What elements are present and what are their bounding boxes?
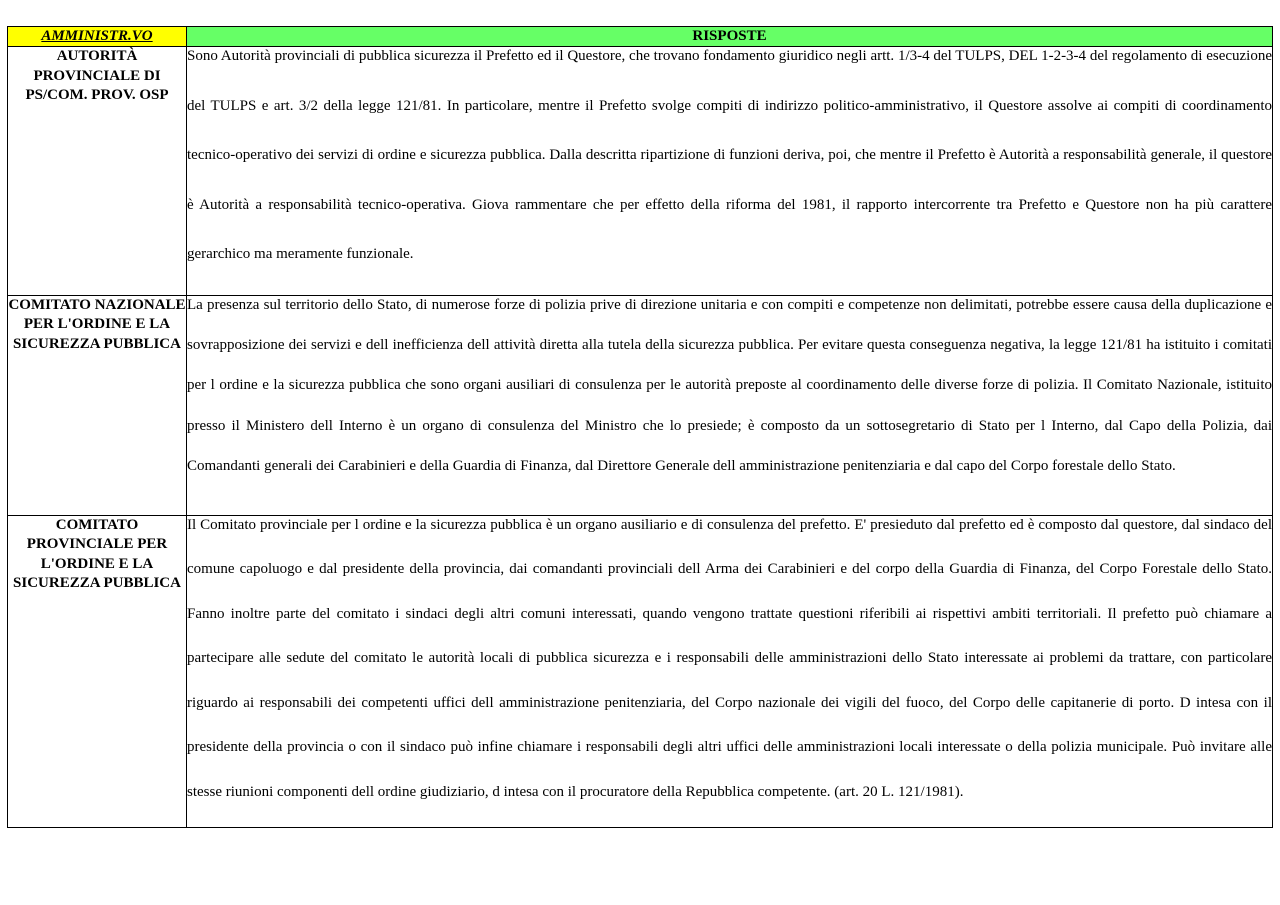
row-label: COMITATO PROVINCIALE PER L'ORDINE E LA SICUREZZA PUBBLICA — [8, 515, 187, 828]
row-answer: Sono Autorità provinciali di pubblica sicurezza il Prefetto ed il Questore, che trovano fondamento giuridico negli artt. 1/3-4 del TULPS, DEL 1-2-3-4 del regolamento di esecuzione del TULPS e art. 3/2 della legge 121/81. In particolare, mentre il Prefetto svolge compiti di indirizzo politico-amministrativo, il Questore assolve ai compiti di coordinamento tecnico-operativo dei servizi di ordine e sicurezza pubblica. Dalla descritta ripartizione di funzioni deriva, poi, che mentre il Prefetto è Autorità a responsabilità generale, il questore è Autorità a responsabilità tecnico-operativa. Giova rammentare che per effetto della riforma del 1981, il rapporto intercorrente tra Prefetto e Questore non ha più carattere gerarchico ma meramente funzionale. — [187, 48, 1272, 262]
table-row — [8, 47, 1273, 296]
row-answer: La presenza sul territorio dello Stato, di numerose forze di polizia prive di direzione unitaria e con compiti e competenze non delimitati, potrebbe essere causa della duplicazione e sovrapposizione dei servizi e dell inefficienza dell attività diretta alla tutela della sicurezza pubblica. Per evitare questa conseguenza negativa, la legge 121/81 ha istituito i comitati per l ordine e la sicurezza pubblica che sono organi ausiliari di consulenza per le autorità preposte al coordinamento delle diverse forze di polizia. Il Comitato Nazionale, istituito presso il Ministero dell Interno è un organo di consulenza del Ministro che lo presiede; è composto da un sottosegretario di Stato per l Interno, dal Capo della Polizia, dai Comandanti generali dei Carabinieri e della Guardia di Finanza, dal Direttore Generale dell amministrazione penitenziaria e dal capo del Corpo forestale dello Stato. — [187, 296, 1272, 475]
row-label: AUTORITÀ PROVINCIALE DI PS/COM. PROV. OSP — [8, 47, 187, 296]
row-answer: Il Comitato provinciale per l ordine e la sicurezza pubblica è un organo ausiliario e di consulenza del prefetto. E' presieduto dal prefetto ed è composto dal questore, dal sindaco del comune capoluogo e dal presidente della provincia, dai comandanti provinciali dell Arma dei Carabinieri e del corpo della Guardia di Finanza, del Corpo Forestale dello Stato. Fanno inoltre parte del comitato i sindaci degli altri comuni interessati, quando vengono trattate questioni riferibili ai rispettivi ambiti territoriali. Il prefetto può chiamare a partecipare alle sedute del comitato le autorità locali di pubblica sicurezza e i responsabili delle amministrazioni dello Stato interessate ai problemi da trattare, con particolare riguardo ai responsabili dei competenti uffici dell amministrazione penitenziaria, del Corpo nazionale dei vigili del fuoco, del Corpo delle capitanerie di porto. D intesa con il presidente della provincia o con il sindaco può infine chiamare i responsabili degli altri uffici delle amministrazioni locali interessate o della polizia municipale. Può invitare alle stesse riunioni componenti dell ordine giudiziario, d intesa con il procuratore della Repubblica competente. (art. 20 L. 121/1981). — [187, 516, 1272, 800]
row-label: COMITATO NAZIONALE PER L'ORDINE E LA SICUREZZA PUBBLICA — [8, 295, 187, 515]
header-amministrativo: AMMINISTR.VO — [8, 27, 187, 47]
row-answer-cell — [187, 515, 1273, 828]
table-row — [8, 515, 1273, 828]
answers-table — [7, 26, 1273, 828]
row-answer-cell — [187, 295, 1273, 515]
header-risposte: RISPOSTE — [187, 27, 1273, 47]
table-row — [8, 295, 1273, 515]
row-answer-cell — [187, 47, 1273, 296]
